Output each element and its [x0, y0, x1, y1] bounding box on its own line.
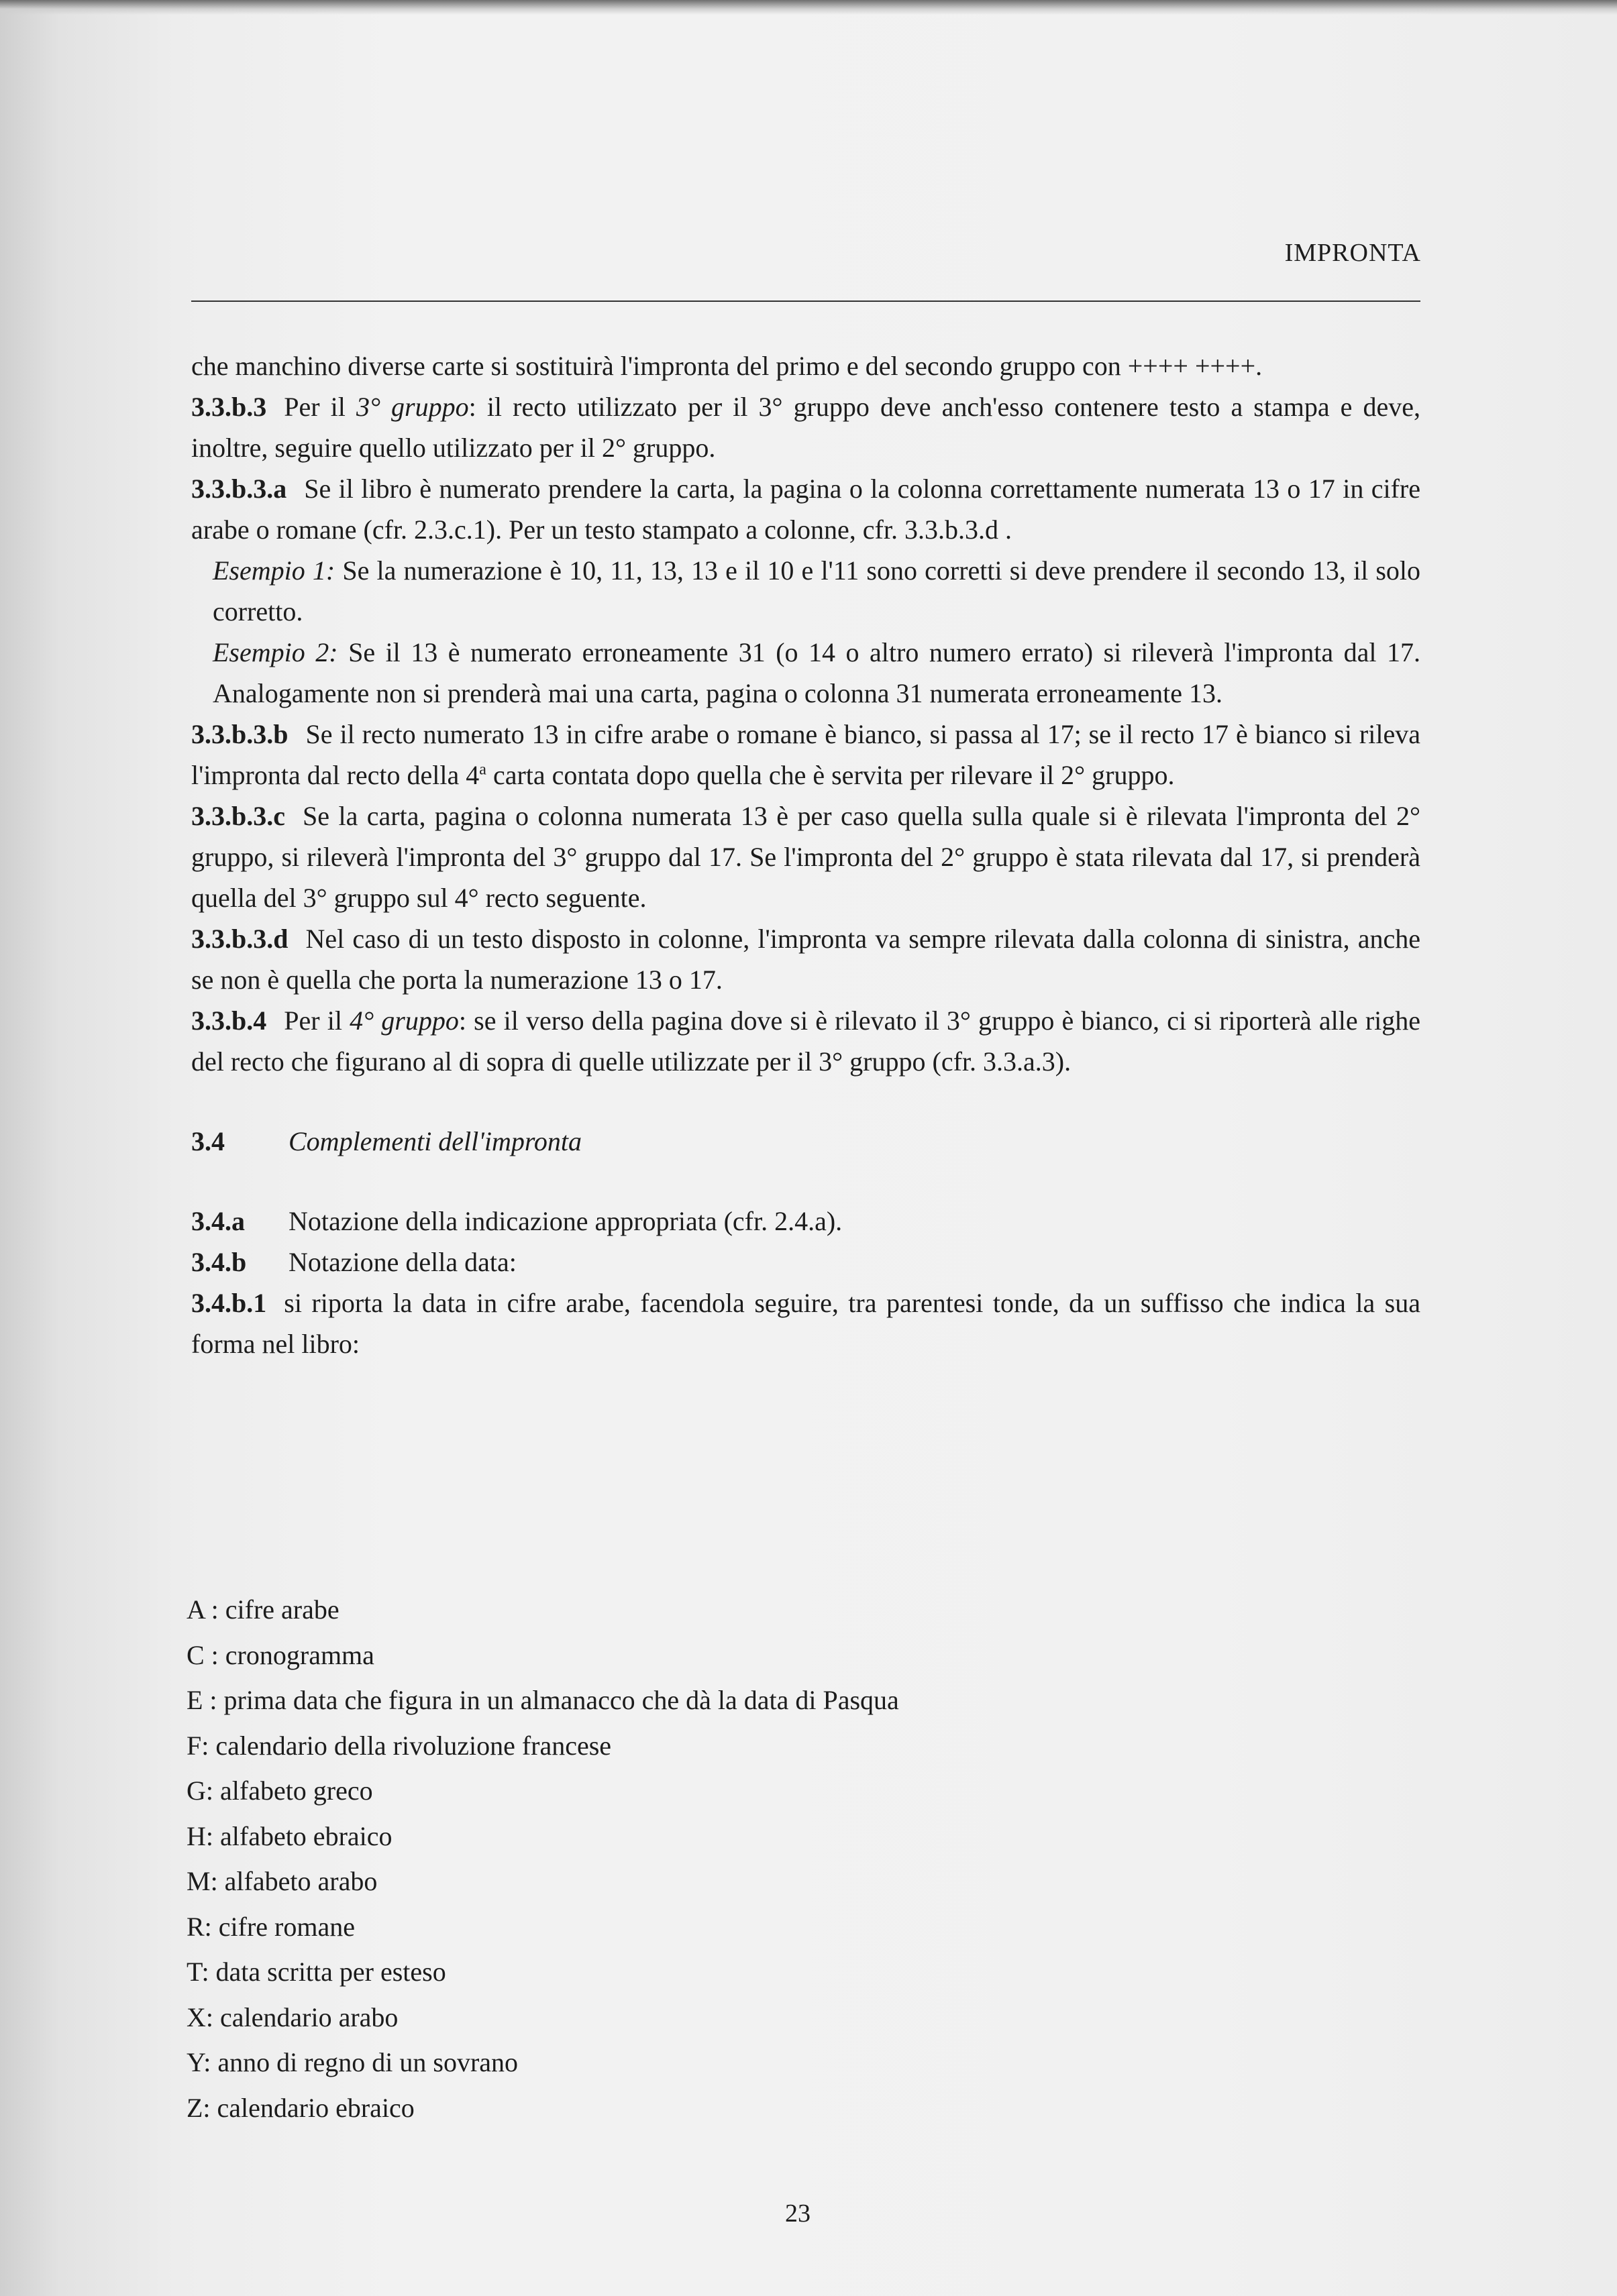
paragraph-3-3-b-3-b: 3.3.b.3.b Se il recto numerato 13 in cifre arabe o romane è bianco, si passa al 17; se il recto 17 è bianco si rileva l'impronta dal recto della 4$^a$ carta contata dopo quella che è servita per rilevare il 2° gruppo.	[191, 719, 1420, 790]
suffix-list	[187, 1587, 899, 2130]
section-number: 3.4.a	[191, 1206, 245, 1236]
example-label: Esempio 2:	[213, 637, 338, 667]
list-item: E : prima data che figura in un almanacco che dà la data di Pasqua	[187, 1685, 899, 1715]
header-rule	[191, 300, 1420, 302]
italic-term: 4° gruppo	[350, 1005, 459, 1036]
section-number: 3.3.b.3.b	[191, 719, 289, 749]
section-number: 3.3.b.4	[191, 1005, 267, 1036]
section-heading-3-4	[191, 1121, 1420, 1162]
list-item: C : cronogramma	[187, 1639, 374, 1670]
paragraph-3-4-b-1: 3.4.b.1 si riporta la data in cifre arabe, facendola seguire, tra parentesi tonde, da un suffisso che indica la sua forma nel libro:	[191, 1288, 1420, 1359]
page-number: 23	[785, 2199, 811, 2228]
list-item: M: alfabeto arabo	[187, 1866, 378, 1896]
section-number: 3.3.b.3.c	[191, 801, 285, 831]
list-item: F: calendario della rivoluzione francese	[187, 1730, 612, 1761]
paragraph-3-3-b-3-a: 3.3.b.3.a Se il libro è numerato prendere la carta, la pagina o la colonna correttamente numerata 13 o 17 in cifre arabe o romane (cfr. 2.3.c.1). Per un testo stampato a colonne, cfr. 3.3.b.3.d .	[191, 474, 1420, 545]
section-number: 3.3.b.3	[191, 392, 267, 422]
paragraph-3-3-b-3-d: 3.3.b.3.d Nel caso di un testo disposto in colonne, l'impronta va sempre rilevata dalla colonna di sinistra, anche se non è quella che porta la numerazione 13 o 17.	[191, 924, 1420, 995]
list-item: Y: anno di regno di un sovrano	[187, 2047, 519, 2077]
section-number: 3.3.b.3.d	[191, 924, 289, 954]
list-item: Z: calendario ebraico	[187, 2092, 415, 2123]
italic-term: 3° gruppo	[356, 392, 469, 422]
example-label: Esempio 1:	[213, 555, 335, 586]
list-item: G: alfabeto greco	[187, 1775, 373, 1806]
list-item: A : cifre arabe	[187, 1594, 340, 1625]
paragraph-3-3-b-3-c: 3.3.b.3.c Se la carta, pagina o colonna numerata 13 è per caso quella sulla quale si è rilevata l'impronta del 2° gruppo, si rileverà l'impronta del 3° gruppo dal 17. Se l'impronta del 2° gruppo è stata rilevata dal 17, si prenderà quella del 3° gruppo sul 4° recto seguente.	[191, 801, 1420, 913]
section-number: 3.4.b	[191, 1247, 247, 1277]
section-number: 3.4.b.1	[191, 1288, 267, 1318]
body-text	[191, 345, 1420, 1364]
paragraph-3-4-a: 3.4.a Notazione della indicazione appropriata (cfr. 2.4.a).	[191, 1201, 1420, 1242]
paragraph-3-3-b-4: 3.3.b.4 Per il 4° gruppo: se il verso della pagina dove si è rilevato il 3° gruppo è bianco, ci si riporterà alle righe del recto che figurano al di sopra di quelle utilizzate per il 3° gruppo (cfr. 3.3.a.3).	[191, 1005, 1421, 1077]
list-item: X: calendario arabo	[187, 2002, 399, 2032]
paragraph-3-4-b: 3.4.b Notazione della data:	[191, 1242, 1420, 1282]
example-1: Esempio 1: Se la numerazione è 10, 11, 13, 13 e il 10 e l'11 sono corretti si deve prendere il secondo 13, il solo corretto.	[213, 555, 1420, 626]
example-2: Esempio 2: Se il 13 è numerato erroneamente 31 (o 14 o altro numero errato) si rileverà l'impronta dal 17. Analogamente non si prenderà mai una carta, pagina o colonna 31 numerata erroneamente 13.	[213, 637, 1420, 708]
paragraph-3-3-b-3: 3.3.b.3 Per il 3° gruppo: il recto utilizzato per il 3° gruppo deve anch'esso contenere testo a stampa e deve, inoltre, seguire quello utilizzato per il 2° gruppo.	[191, 392, 1421, 463]
section-number: 3.3.b.3.a	[191, 474, 287, 504]
paragraph-continuation: che manchino diverse carte si sostituirà l'impronta del primo e del secondo gruppo con ++++ ++++.	[191, 351, 1263, 381]
running-header: IMPRONTA	[1284, 239, 1421, 267]
list-item: R: cifre romane	[187, 1911, 355, 1942]
list-item: T: data scritta per esteso	[187, 1957, 446, 1987]
section-number: 3.4	[191, 1126, 225, 1156]
list-item: H: alfabeto ebraico	[187, 1820, 393, 1851]
section-title: Complementi dell'impronta	[289, 1126, 582, 1156]
